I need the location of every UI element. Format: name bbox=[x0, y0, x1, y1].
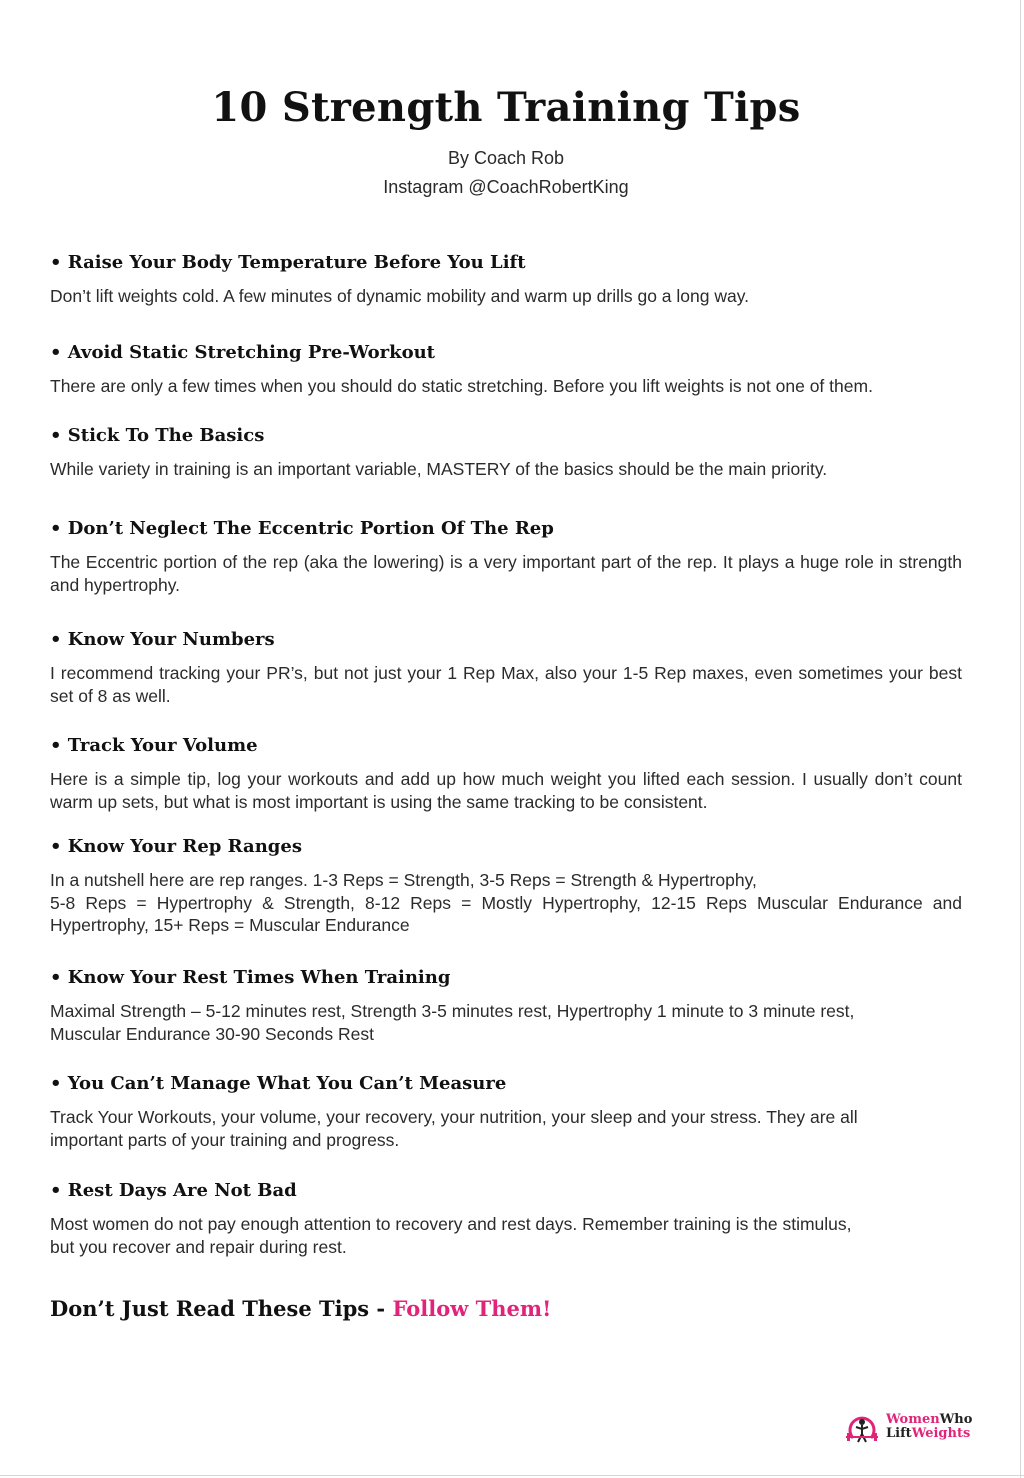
logo-word: Lift bbox=[886, 1426, 912, 1441]
barbell-lifter-icon bbox=[844, 1412, 880, 1448]
tip-heading: • Raise Your Body Temperature Before You Lift bbox=[50, 252, 526, 273]
brand-logo bbox=[844, 1412, 984, 1448]
tip-heading: • Don’t Neglect The Eccentric Portion Of The Rep bbox=[50, 518, 554, 539]
tip-body bbox=[50, 458, 962, 481]
tip-body-line: Maximal Strength – 5-12 minutes rest, Strength 3-5 minutes rest, Hypertrophy 1 minute to 3 minute rest, bbox=[50, 1001, 855, 1021]
tip-heading: • Track Your Volume bbox=[50, 735, 258, 756]
logo-wordmark bbox=[886, 1413, 972, 1441]
tip-body-line: Don’t lift weights cold. A few minutes of dynamic mobility and warm up drills go a long way. bbox=[50, 286, 750, 306]
tip-heading: • Avoid Static Stretching Pre-Workout bbox=[50, 342, 435, 363]
tip-heading: • Know Your Rest Times When Training bbox=[50, 967, 451, 988]
tip-heading: • You Can’t Manage What You Can’t Measure bbox=[50, 1073, 507, 1094]
tip-body-line: Here is a simple tip, log your workouts and add up how much weight you lifted each session. I usually don’t count warm up sets, but what is most important is using the same tracking to be consistent. bbox=[50, 769, 962, 812]
tip-body bbox=[50, 551, 962, 596]
tip-body bbox=[50, 869, 962, 937]
tip-item bbox=[50, 734, 962, 813]
tip-body-line: In a nutshell here are rep ranges. 1-3 Reps = Strength, 3-5 Reps = Strength & Hypertrophy, bbox=[50, 870, 757, 890]
tip-item bbox=[50, 1179, 962, 1258]
tip-body-line: Most women do not pay enough attention to recovery and rest days. Remember training is the stimulus, bbox=[50, 1214, 852, 1234]
tip-heading: • Rest Days Are Not Bad bbox=[50, 1180, 297, 1201]
tip-body bbox=[50, 1000, 962, 1045]
tip-body-line: Track Your Workouts, your volume, your recovery, your nutrition, your sleep and your stress. They are all bbox=[50, 1107, 858, 1127]
tip-body-line: There are only a few times when you should do static stretching. Before you lift weights is not one of them. bbox=[50, 376, 873, 396]
tip-item bbox=[50, 628, 962, 707]
tip-heading: • Stick To The Basics bbox=[50, 425, 265, 446]
tip-item bbox=[50, 251, 962, 308]
instagram-handle: Instagram @CoachRobertKing bbox=[383, 177, 629, 197]
tip-item bbox=[50, 424, 962, 481]
tip-item bbox=[50, 341, 962, 398]
tip-body-line: but you recover and repair during rest. bbox=[50, 1236, 347, 1257]
cta-accent: Follow Them! bbox=[392, 1296, 552, 1321]
tip-body-line: important parts of your training and progress. bbox=[50, 1129, 400, 1150]
tip-item bbox=[50, 966, 962, 1045]
tip-body-line: 5-8 Reps = Hypertrophy & Strength, 8-12 Reps = Mostly Hypertrophy, 12-15 Reps Muscular Endurance and Hypertrophy, 15+ Reps = Muscular Endurance bbox=[50, 892, 962, 935]
tip-body bbox=[50, 768, 962, 813]
author-byline: By Coach Rob bbox=[447, 148, 565, 168]
tip-item bbox=[50, 517, 962, 596]
tip-body-line: While variety in training is an important variable, MASTERY of the basics should be the main priority. bbox=[50, 459, 828, 479]
call-to-action bbox=[50, 1296, 551, 1321]
logo-word: Women bbox=[886, 1412, 940, 1427]
tip-heading: • Know Your Rep Ranges bbox=[50, 836, 302, 857]
logo-word: Weights bbox=[911, 1426, 971, 1441]
tip-item bbox=[50, 1072, 962, 1151]
tip-body-line: I recommend tracking your PR’s, but not just your 1 Rep Max, also your 1-5 Rep maxes, even sometimes your best set of 8 as well. bbox=[50, 663, 962, 706]
page-edge-right bbox=[1020, 0, 1021, 1478]
tip-body-line: Muscular Endurance 30-90 Seconds Rest bbox=[50, 1023, 374, 1044]
tip-heading: • Know Your Numbers bbox=[50, 629, 275, 650]
tip-body bbox=[50, 662, 962, 707]
page-title: 10 Strength Training Tips bbox=[211, 84, 801, 131]
tip-item bbox=[50, 835, 962, 937]
tip-body bbox=[50, 1106, 962, 1151]
tip-body bbox=[50, 375, 962, 398]
tip-body-line: The Eccentric portion of the rep (aka the lowering) is a very important part of the rep. It plays a huge role in strength and hypertrophy. bbox=[50, 552, 962, 595]
tip-body bbox=[50, 285, 962, 308]
logo-word: Who bbox=[939, 1412, 973, 1427]
cta-lead: Don’t Just Read These Tips - bbox=[50, 1296, 393, 1321]
page-edge-bottom bbox=[0, 1475, 1024, 1476]
tip-body bbox=[50, 1213, 962, 1258]
